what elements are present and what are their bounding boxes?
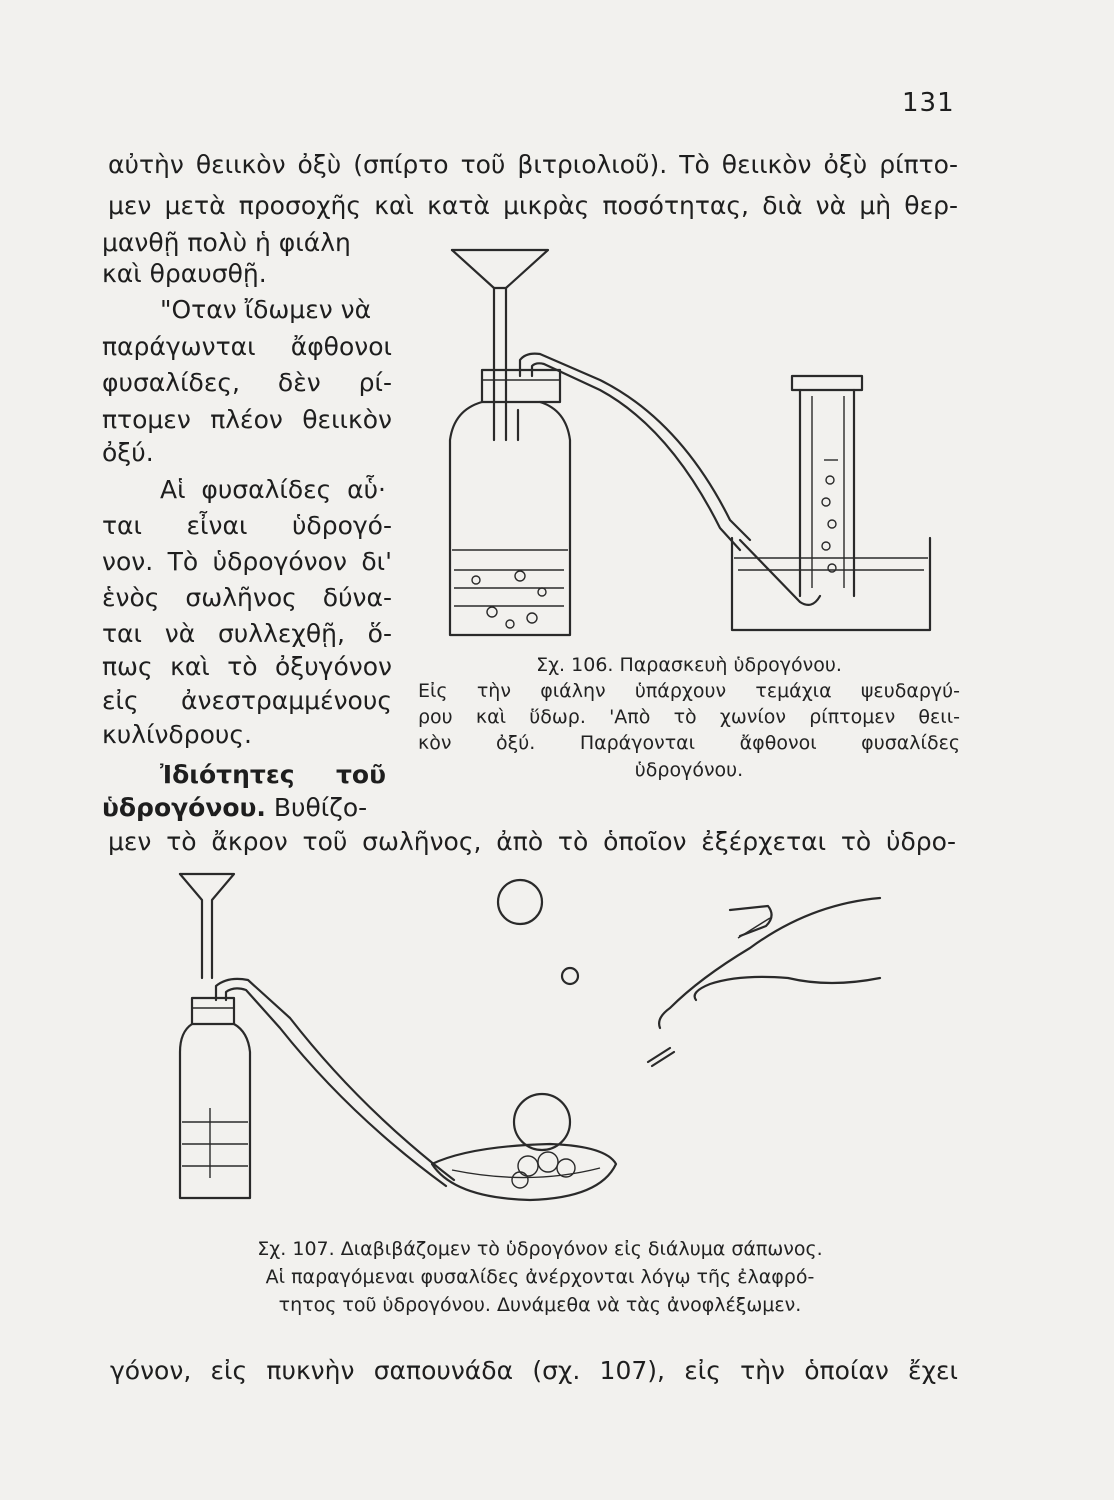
figure-106-caption-line: ρου καὶ ὕδωρ. 'Απὸ τὸ χωνίον ρίπτομεν θειι- bbox=[418, 706, 960, 728]
body-line: κυλίνδρους. bbox=[102, 720, 252, 749]
body-line: καὶ θραυσθῇ. bbox=[102, 259, 267, 288]
body-line: πως καὶ τὸ ὀξυγόνον bbox=[102, 652, 392, 681]
trough bbox=[732, 538, 930, 630]
page-number: 131 bbox=[902, 88, 955, 118]
body-line: μεν μετὰ προσοχῆς καὶ κατὰ μικρὰς ποσότητας, διὰ νὰ μὴ θερ- bbox=[108, 191, 958, 220]
body-line: μανθῇ πολὺ ἡ φιάλη bbox=[102, 228, 351, 257]
collecting-cylinder bbox=[792, 376, 862, 596]
body-line: γόνον, εἰς πυκνὴν σαπουνάδα (σχ. 107), εἰς τὴν ὁποίαν ἔχει bbox=[110, 1356, 958, 1385]
funnel bbox=[180, 874, 234, 978]
body-line: νον. Τὸ ὑδρογόνον δι' bbox=[102, 547, 392, 576]
body-text: Βυθίζο- bbox=[265, 793, 368, 822]
body-line: "Οταν ἴδωμεν νὰ bbox=[160, 295, 372, 324]
soap-bubbles bbox=[498, 880, 578, 1188]
figure-106-caption-line: ὑδρογόνου. bbox=[634, 759, 744, 781]
hand-with-taper bbox=[648, 898, 880, 1066]
body-line: μεν τὸ ἄκρον τοῦ σωλῆνος, ἀπὸ τὸ ὁποῖον ἐξέρχεται τὸ ὑδρο- bbox=[108, 827, 956, 856]
funnel bbox=[452, 250, 548, 440]
body-line: ἑνὸς σωλῆνος δύνα- bbox=[102, 583, 392, 612]
body-line: Αἱ φυσαλίδες αὗ· bbox=[160, 475, 386, 504]
body-line: παράγωνται ἄφθονοι bbox=[102, 332, 392, 361]
delivery-tube bbox=[520, 354, 820, 605]
figure-106-apparatus bbox=[440, 240, 940, 640]
figure-106-caption-line: κὸν ὀξύ. Παράγονται ἄφθονοι φυσαλίδες bbox=[418, 732, 960, 754]
gas-bottle bbox=[450, 370, 570, 635]
figure-106-caption-line: Εἰς τὴν φιάλην ὑπάρχουν τεμάχια ψευδαργύ- bbox=[418, 680, 960, 702]
soap-dish bbox=[432, 1144, 616, 1200]
delivery-tube bbox=[216, 979, 454, 1186]
body-line: εἰς ἀνεστραμμένους bbox=[102, 686, 392, 715]
section-heading: Ἰδιότητες τοῦ bbox=[160, 760, 386, 789]
body-line: ται νὰ συλλεχθῇ, ὅ- bbox=[102, 619, 392, 648]
figure-106-caption-title: Σχ. 106. Παρασκευὴ ὑδρογόνου. bbox=[536, 654, 842, 676]
body-line: φυσαλίδες, δὲν ρί- bbox=[102, 368, 392, 397]
figure-107-caption-line: τητος τοῦ ὑδρογόνου. Δυνάμεθα νὰ τὰς ἀνοφλέξωμεν. bbox=[278, 1294, 802, 1316]
body-line: πτομεν πλέον θειικὸν bbox=[102, 405, 392, 434]
figure-107-caption-line: Αἱ παραγόμεναι φυσαλίδες ἀνέρχονται λόγῳ τῆς ἐλαφρό- bbox=[265, 1266, 815, 1288]
body-line: αὐτὴν θειικὸν ὀξὺ (σπίρτο τοῦ βιτριολιοῦ). Τὸ θειικὸν ὀξὺ ρίπτο- bbox=[108, 150, 958, 179]
section-heading-term: ὑδρογόνου. bbox=[102, 793, 266, 822]
body-line: ὀξύ. bbox=[102, 438, 154, 467]
section-heading-line bbox=[102, 795, 367, 820]
figure-107-caption-line: Σχ. 107. Διαβιβάζομεν τὸ ὑδρογόνον εἰς διάλυμα σάπωνος. bbox=[257, 1238, 823, 1260]
gas-bottle bbox=[180, 998, 250, 1198]
figure-107-soap-bubbles bbox=[170, 868, 890, 1230]
body-line: ται εἶναι ὑδρογό- bbox=[102, 511, 392, 540]
